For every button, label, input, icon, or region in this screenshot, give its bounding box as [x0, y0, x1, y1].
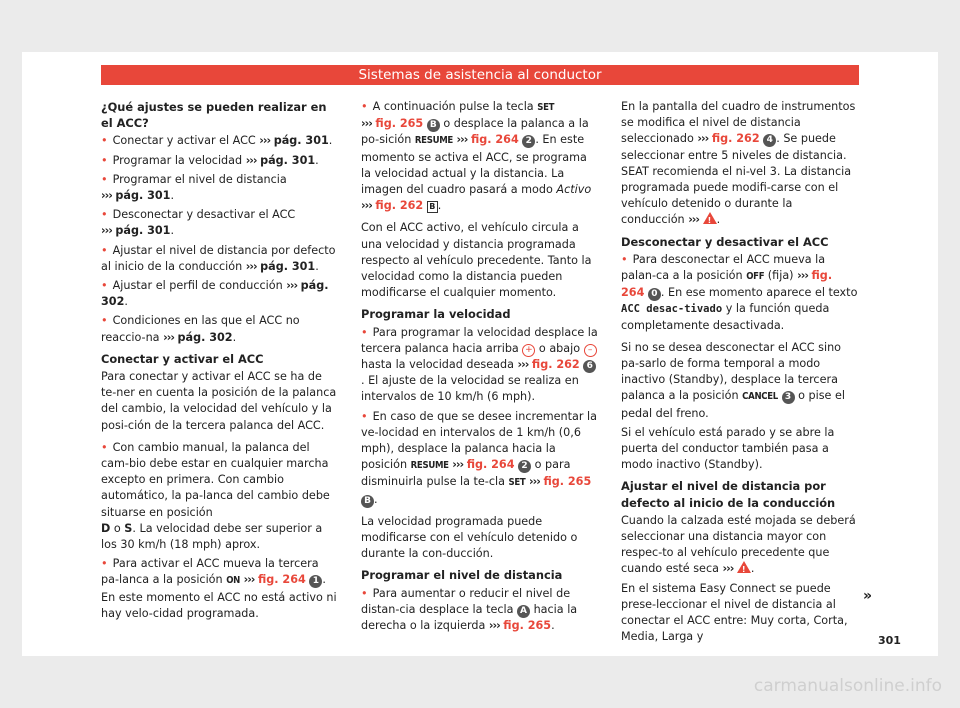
figure-ref[interactable]: fig. 264 — [257, 573, 306, 587]
column-3 — [621, 99, 859, 649]
page-ref[interactable]: pág. 301 — [115, 224, 171, 238]
column-2 — [361, 99, 599, 637]
minus-icon: – — [584, 344, 597, 357]
page-ref[interactable]: pág. 301 — [260, 153, 316, 167]
watermark: carmanualsonline.info — [753, 676, 942, 696]
list-item: • Desconectar y desactivar el ACC ››› pág. 301. — [101, 207, 339, 239]
page-ref[interactable]: pág. 301 — [260, 259, 316, 273]
callout-number: 2 — [522, 135, 535, 148]
paragraph: Si no se desea desconectar el ACC sino pa-sarlo de forma temporal a modo inactivo (Standby), desplace la tercera palanca a la posición CANCEL 3 o pise el pedal del freno. — [621, 340, 845, 420]
section-heading: Desconectar y desactivar el ACC — [621, 234, 829, 249]
list-item: • Para aumentar o reducir el nivel de distan-cia desplace la tecla A hacia la derecha o la izquierda ››› fig. 265. — [361, 586, 599, 635]
figure-ref[interactable]: fig. 264 — [466, 458, 515, 472]
figure-ref[interactable]: fig. 262 — [375, 199, 424, 213]
list-item: • Conectar y activar el ACC ››› pág. 301. — [101, 133, 339, 149]
list-item: • Programar la velocidad ››› pág. 301. — [101, 153, 339, 169]
section-heading: Conectar y activar el ACC — [101, 351, 264, 366]
column-1 — [101, 99, 339, 625]
list-item: • En caso de que se desee incrementar la ve-locidad en intervalos de 1 km/h (0,6 mph), desplace la palanca hacia la posición RESUME ››› fig. 264 2 o para disminuirla pulse la te-cla SET ››› fig. 265 B . — [361, 409, 599, 508]
paragraph: Para conectar y activar el ACC se ha de te-ner en cuenta la posición de la palanca del cambio, la velocidad del vehículo y la posi-ción de la tercera palanca del ACC. — [101, 370, 337, 432]
list-item: • Con cambio manual, la palanca del cam-bio debe estar en cualquier marcha excepto en primera. Con cambio automático, la pa-lanca del cambio debe situarse en posición D o S. La velocidad debe ser superior a los 30 km/h (18 mph) aprox. — [101, 440, 339, 553]
set-key-icon: SET — [537, 102, 555, 113]
resume-key-icon: RESUME — [410, 460, 449, 472]
paragraph: Si el vehículo está parado y se abre la puerta del conductor también pasa a modo inactivo (Standby). — [621, 425, 835, 472]
page-ref[interactable]: pág. 302 — [101, 279, 329, 309]
callout-letter: B — [361, 495, 374, 508]
section-heading: Programar la velocidad — [361, 307, 511, 322]
paragraph: La velocidad programada puede modificarse con el vehículo detenido o durante la con-ducción. — [361, 514, 578, 561]
figure-ref[interactable]: fig. 264 — [470, 133, 519, 147]
plus-icon: + — [522, 344, 535, 357]
list-item: • A continuación pulse la tecla SET ››› fig. 265 B o desplace la palanca a la po-sición RESUME ››› fig. 264 2 . En este momento se activa el ACC, se programa la velocidad actual y la distancia. La imagen del cuadro pasará a modo Activo ››› fig. 262 B . — [361, 99, 599, 214]
section-heading: Ajustar el nivel de distancia por defecto al inicio de la conducción — [621, 479, 836, 510]
display-mode-icon: B — [427, 201, 438, 213]
list-item: • Programar el nivel de distancia ››› pág. 301. — [101, 172, 339, 204]
callout-number: 6 — [583, 360, 596, 373]
figure-ref[interactable]: fig. 262 — [711, 132, 760, 146]
callout-letter: B — [427, 119, 440, 132]
figure-ref[interactable]: fig. 265 — [503, 619, 552, 633]
warning-icon[interactable] — [737, 561, 751, 573]
cancel-key-icon: CANCEL — [742, 391, 778, 403]
list-item: • Condiciones en las que el ACC no reaccio-na ››› pág. 302. — [101, 313, 339, 345]
set-key-icon: SET — [508, 477, 526, 489]
off-key-icon: OFF — [746, 271, 765, 283]
paragraph: En la pantalla del cuadro de instrumentos se modifica el nivel de distancia seleccionado ››› fig. 262 4 . Se puede seleccionar entre 5 niveles de distancia. SEAT recomienda el ni-vel 3. La distancia programada puede modifi-carse con el vehículo detenido o durante la conducción ››› ! . — [621, 99, 859, 229]
paragraph: En el sistema Easy Connect se puede prese-leccionar el nivel de distancia al conectar el ACC entre: Muy corta, Corta, Media, Larga y — [621, 581, 848, 644]
callout-number: 4 — [763, 134, 776, 147]
figure-ref[interactable]: fig. 262 — [531, 358, 580, 372]
callout-number: 1 — [309, 575, 322, 588]
callout-number: 0 — [648, 288, 661, 301]
warning-icon[interactable] — [703, 212, 717, 224]
question-heading: ¿Qué ajustes se pueden realizar en el ACC? — [101, 100, 327, 131]
paragraph: Cuando la calzada esté mojada se deberá seleccionar una distancia mayor con respec-to al vehículo precedente que cuando esté seca ››› ! . — [621, 513, 859, 578]
figure-ref[interactable]: fig. 265 — [375, 117, 424, 131]
callout-number: 3 — [782, 391, 795, 404]
callout-letter: A — [517, 605, 530, 618]
display-text: ACC desac-tivado — [621, 303, 723, 316]
figure-ref[interactable]: fig. 265 — [543, 475, 592, 489]
page-number: 301 — [878, 634, 901, 647]
page-ref[interactable]: pág. 301 — [115, 189, 171, 203]
figure-ref[interactable]: fig. 264 — [621, 269, 833, 300]
callout-number: 2 — [518, 460, 531, 473]
section-header: Sistemas de asistencia al conductor — [101, 65, 859, 85]
resume-key-icon: RESUME — [414, 135, 453, 147]
list-item: • Para activar el ACC mueva la tercera pa-lanca a la posición ON ››› fig. 264 1 . En este momento el ACC no está activo ni hay velo-cidad programada. — [101, 556, 339, 622]
list-item: • Ajustar el perfil de conducción ››› pág. 302. — [101, 278, 339, 310]
list-item: • Para programar la velocidad desplace la tercera palanca hacia arriba + o abajo – hasta la velocidad deseada ››› fig. 262 6 . El ajuste de la velocidad se realiza en intervalos de 10 km/h (6 mph). — [361, 325, 599, 406]
continued-marker: » — [863, 588, 873, 604]
on-key-icon: ON — [226, 575, 241, 587]
paragraph: Con el ACC activo, el vehículo circula a una velocidad y distancia programada respecto al vehículo precedente. Tanto la velocidad como la distancia pueden modificarse el cualquier momento. — [361, 221, 592, 300]
section-heading: Programar el nivel de distancia — [361, 568, 563, 583]
page-ref[interactable]: pág. 301 — [273, 134, 329, 148]
list-item: • Para desconectar el ACC mueva la palan-ca a la posición OFF (fija) ››› fig. 264 0 . En ese momento aparece el texto ACC desac-tivado y la función queda completamente desactivada. — [621, 252, 859, 334]
page-ref[interactable]: pág. 302 — [177, 330, 233, 344]
list-item: • Ajustar el nivel de distancia por defecto al inicio de la conducción ››› pág. 301. — [101, 243, 339, 275]
